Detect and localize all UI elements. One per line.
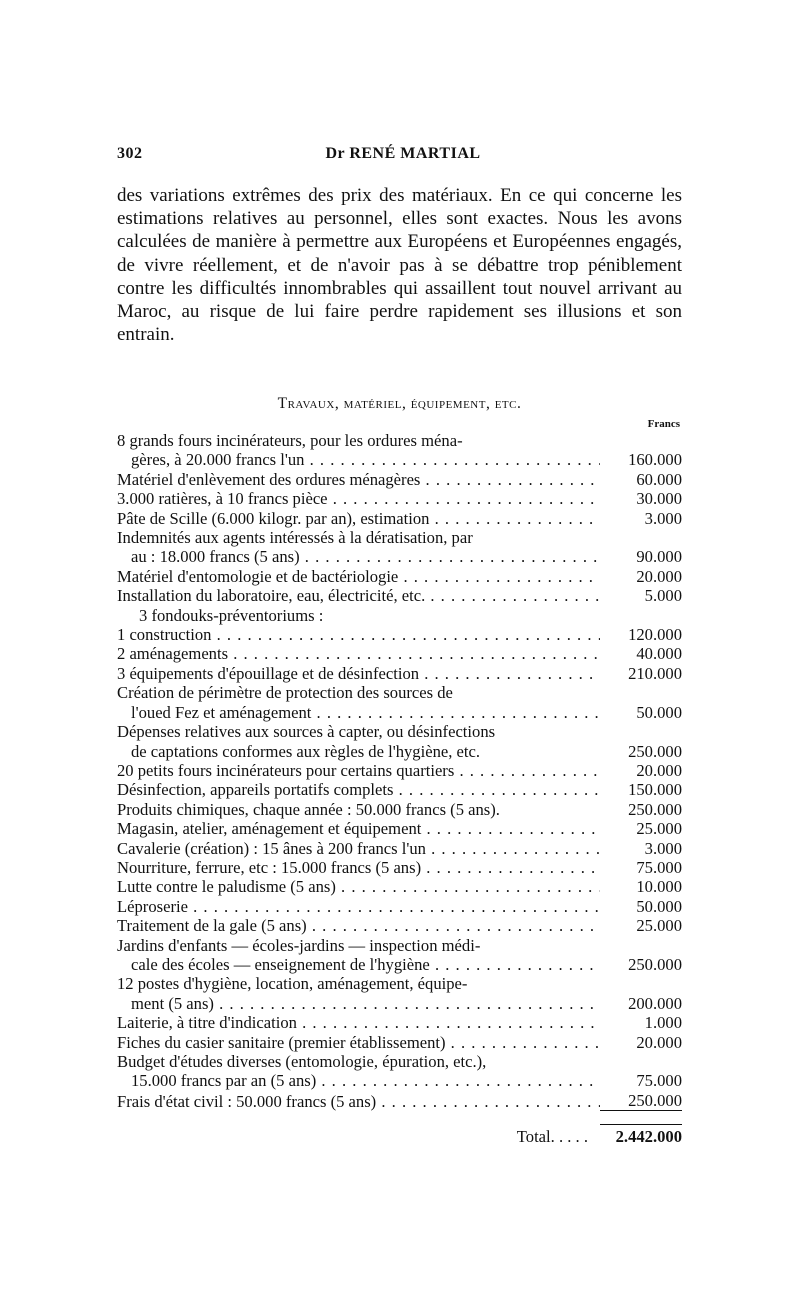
table-row — [117, 1091, 682, 1111]
table-row — [117, 819, 682, 838]
total-amount: 2.442.000 — [600, 1124, 682, 1147]
row-amount: 10.000 — [636, 877, 682, 897]
row-amount: 20.000 — [636, 566, 682, 586]
row-label — [117, 1033, 600, 1052]
row-label-line: au : 18.000 francs (5 ans) . . . — [117, 547, 600, 566]
row-label — [117, 509, 600, 528]
row-label — [117, 489, 600, 508]
table-row — [117, 1052, 682, 1091]
table-row — [117, 722, 682, 761]
row-label-line: ment (5 ans) . . . — [117, 994, 600, 1013]
table-row — [117, 470, 682, 489]
row-label — [117, 936, 600, 975]
body-paragraph: des variations extrêmes des prix des matériaux. En ce qui concerne les estimations relatives au personnel, elles sont exactes. Nous les avons calculées de manière à permettre aux Européens et Européennes engagés, de vivre réellement, et de n'avoir pas à se débattre trop péniblement contre les difficultés innombrables qui assaillent tout nouvel arrivant au Maroc, au risque de lui faire perdre rapidement ses illusions et son entrain. — [117, 185, 682, 346]
table-row — [117, 644, 682, 663]
row-amount: 1.000 — [644, 1013, 682, 1033]
row-label — [117, 1013, 600, 1032]
row-amount: 90.000 — [636, 547, 682, 567]
row-amount: 250.000 — [628, 799, 682, 819]
row-label-line: Cavalerie (création) : 15 ânes à 200 francs l'un . . . — [117, 839, 600, 858]
row-amount: 50.000 — [636, 702, 682, 722]
total-row — [117, 1124, 682, 1147]
table-row — [117, 877, 682, 896]
row-label-line: l'oued Fez et aménagement . . . — [117, 703, 600, 722]
row-label-line: Fiches du casier sanitaire (premier établissement) . . . — [117, 1033, 600, 1052]
row-amount: 3.000 — [644, 508, 682, 528]
row-amount: 120.000 — [628, 625, 682, 645]
row-label-line: Désinfection, appareils portatifs complets . . . — [117, 780, 600, 799]
row-amount: 60.000 — [636, 469, 682, 489]
row-label — [117, 761, 600, 780]
row-label-line: Lutte contre le paludisme (5 ans) . . . — [117, 877, 600, 896]
page-header — [117, 145, 689, 167]
row-label — [117, 722, 600, 761]
row-label-line: 2 aménagements . . . — [117, 644, 600, 663]
table-row — [117, 897, 682, 916]
row-label-line: Léproserie . . . — [117, 897, 600, 916]
table-row — [117, 936, 682, 975]
table-row — [117, 683, 682, 722]
table-row — [117, 916, 682, 935]
row-amount: 250.000 — [600, 1091, 682, 1111]
total-label: Total. . . . . — [516, 1127, 588, 1146]
row-label-line: cale des écoles — enseignement de l'hygiène . . . — [117, 955, 600, 974]
row-amount: 250.000 — [628, 954, 682, 974]
row-label — [117, 470, 600, 489]
row-amount: 20.000 — [636, 1032, 682, 1052]
table-row — [117, 1013, 682, 1032]
row-label-line: 3 fondouks-préventoriums : — [139, 605, 324, 625]
row-label-line: 12 postes d'hygiène, location, aménagement, équipe- — [117, 974, 468, 994]
row-label-line: 1 construction . . . — [117, 625, 600, 644]
table-row — [117, 489, 682, 508]
row-label-line: Laiterie, à titre d'indication . . . — [117, 1013, 600, 1032]
running-title: Dr RENÉ MARTIAL — [325, 145, 481, 162]
row-amount: 3.000 — [644, 838, 682, 858]
row-label — [117, 431, 600, 470]
row-amount: 20.000 — [636, 760, 682, 780]
row-label — [117, 644, 600, 663]
row-amount: 5.000 — [644, 586, 682, 606]
row-label — [117, 606, 600, 625]
row-label-line: Jardins d'enfants — écoles-jardins — inspection médi- — [117, 935, 481, 955]
row-label — [117, 974, 600, 1013]
table-row — [117, 567, 682, 586]
row-label-line: Dépenses relatives aux sources à capter, ou désinfections — [117, 722, 496, 742]
row-amount: 75.000 — [636, 857, 682, 877]
column-header-francs: Francs — [647, 418, 680, 430]
row-label-line: 3.000 ratières, à 10 francs pièce . . . — [117, 489, 600, 508]
row-label-line: Pâte de Scille (6.000 kilogr. par an), estimation . . . — [117, 509, 600, 528]
page-number: 302 — [117, 145, 143, 162]
row-label — [117, 567, 600, 586]
row-label-line: 15.000 francs par an (5 ans) . . . — [117, 1071, 600, 1090]
row-label — [117, 625, 600, 644]
table-row — [117, 528, 682, 567]
expense-table — [117, 431, 682, 1111]
row-label-line: Indemnités aux agents intéressés à la dératisation, par — [117, 528, 473, 548]
row-label — [117, 858, 600, 877]
table-row — [117, 858, 682, 877]
row-label — [117, 664, 600, 683]
row-amount: 160.000 — [628, 450, 682, 470]
row-label — [117, 780, 600, 799]
row-label-line: Installation du laboratoire, eau, électricité, etc. . . . — [117, 586, 600, 605]
row-label-line: Frais d'état civil : 50.000 francs (5 ans) . . . — [117, 1092, 600, 1111]
row-label-line: 8 grands fours incinérateurs, pour les ordures ména- — [117, 431, 463, 450]
row-amount: 50.000 — [636, 896, 682, 916]
row-label-line: Traitement de la gale (5 ans) . . . — [117, 916, 600, 935]
row-label-line: Magasin, atelier, aménagement et équipement . . . — [117, 819, 600, 838]
row-label-line: Création de périmètre de protection des sources de — [117, 683, 453, 703]
row-label — [117, 1052, 600, 1091]
row-amount: 250.000 — [628, 741, 682, 761]
table-row — [117, 1033, 682, 1052]
row-label — [117, 1092, 600, 1111]
row-amount: 200.000 — [628, 993, 682, 1013]
row-label — [117, 586, 600, 605]
row-label — [117, 800, 600, 819]
row-label-line: Produits chimiques, chaque année : 50.000 francs (5 ans). — [117, 799, 500, 819]
row-label — [117, 683, 600, 722]
table-title: Travaux, matériel, équipement, etc. — [277, 395, 522, 412]
row-label — [117, 528, 600, 567]
row-amount: 30.000 — [636, 489, 682, 509]
table-row — [117, 839, 682, 858]
table-row — [117, 606, 682, 625]
table-row — [117, 586, 682, 605]
row-label-line: Matériel d'enlèvement des ordures ménagères . . . — [117, 470, 600, 489]
table-row — [117, 431, 682, 470]
row-label — [117, 877, 600, 896]
row-label — [117, 916, 600, 935]
row-label-line: 3 équipements d'épouillage et de désinfection . . . — [117, 664, 600, 683]
row-label — [117, 819, 600, 838]
row-label-line: gères, à 20.000 francs l'un . . . — [117, 450, 600, 469]
row-label-line: Matériel d'entomologie et de bactériologie . . . — [117, 567, 600, 586]
row-label-line: 20 petits fours incinérateurs pour certains quartiers . . . — [117, 761, 600, 780]
row-label — [117, 897, 600, 916]
table-row — [117, 761, 682, 780]
table-row — [117, 780, 682, 799]
row-amount: 40.000 — [636, 644, 682, 664]
row-label-line: Budget d'études diverses (entomologie, épuration, etc.), — [117, 1052, 487, 1071]
row-amount: 150.000 — [628, 780, 682, 800]
row-amount: 210.000 — [628, 663, 682, 683]
row-label — [117, 839, 600, 858]
table-row — [117, 800, 682, 819]
table-row — [117, 974, 682, 1013]
row-amount: 25.000 — [636, 916, 682, 936]
table-row — [117, 625, 682, 644]
row-label-line: Nourriture, ferrure, etc : 15.000 francs (5 ans) . . . — [117, 858, 600, 877]
row-amount: 75.000 — [636, 1071, 682, 1091]
row-label-line: de captations conformes aux règles de l'hygiène, etc. — [131, 741, 481, 761]
table-row — [117, 664, 682, 683]
row-amount: 25.000 — [636, 819, 682, 839]
table-row — [117, 509, 682, 528]
